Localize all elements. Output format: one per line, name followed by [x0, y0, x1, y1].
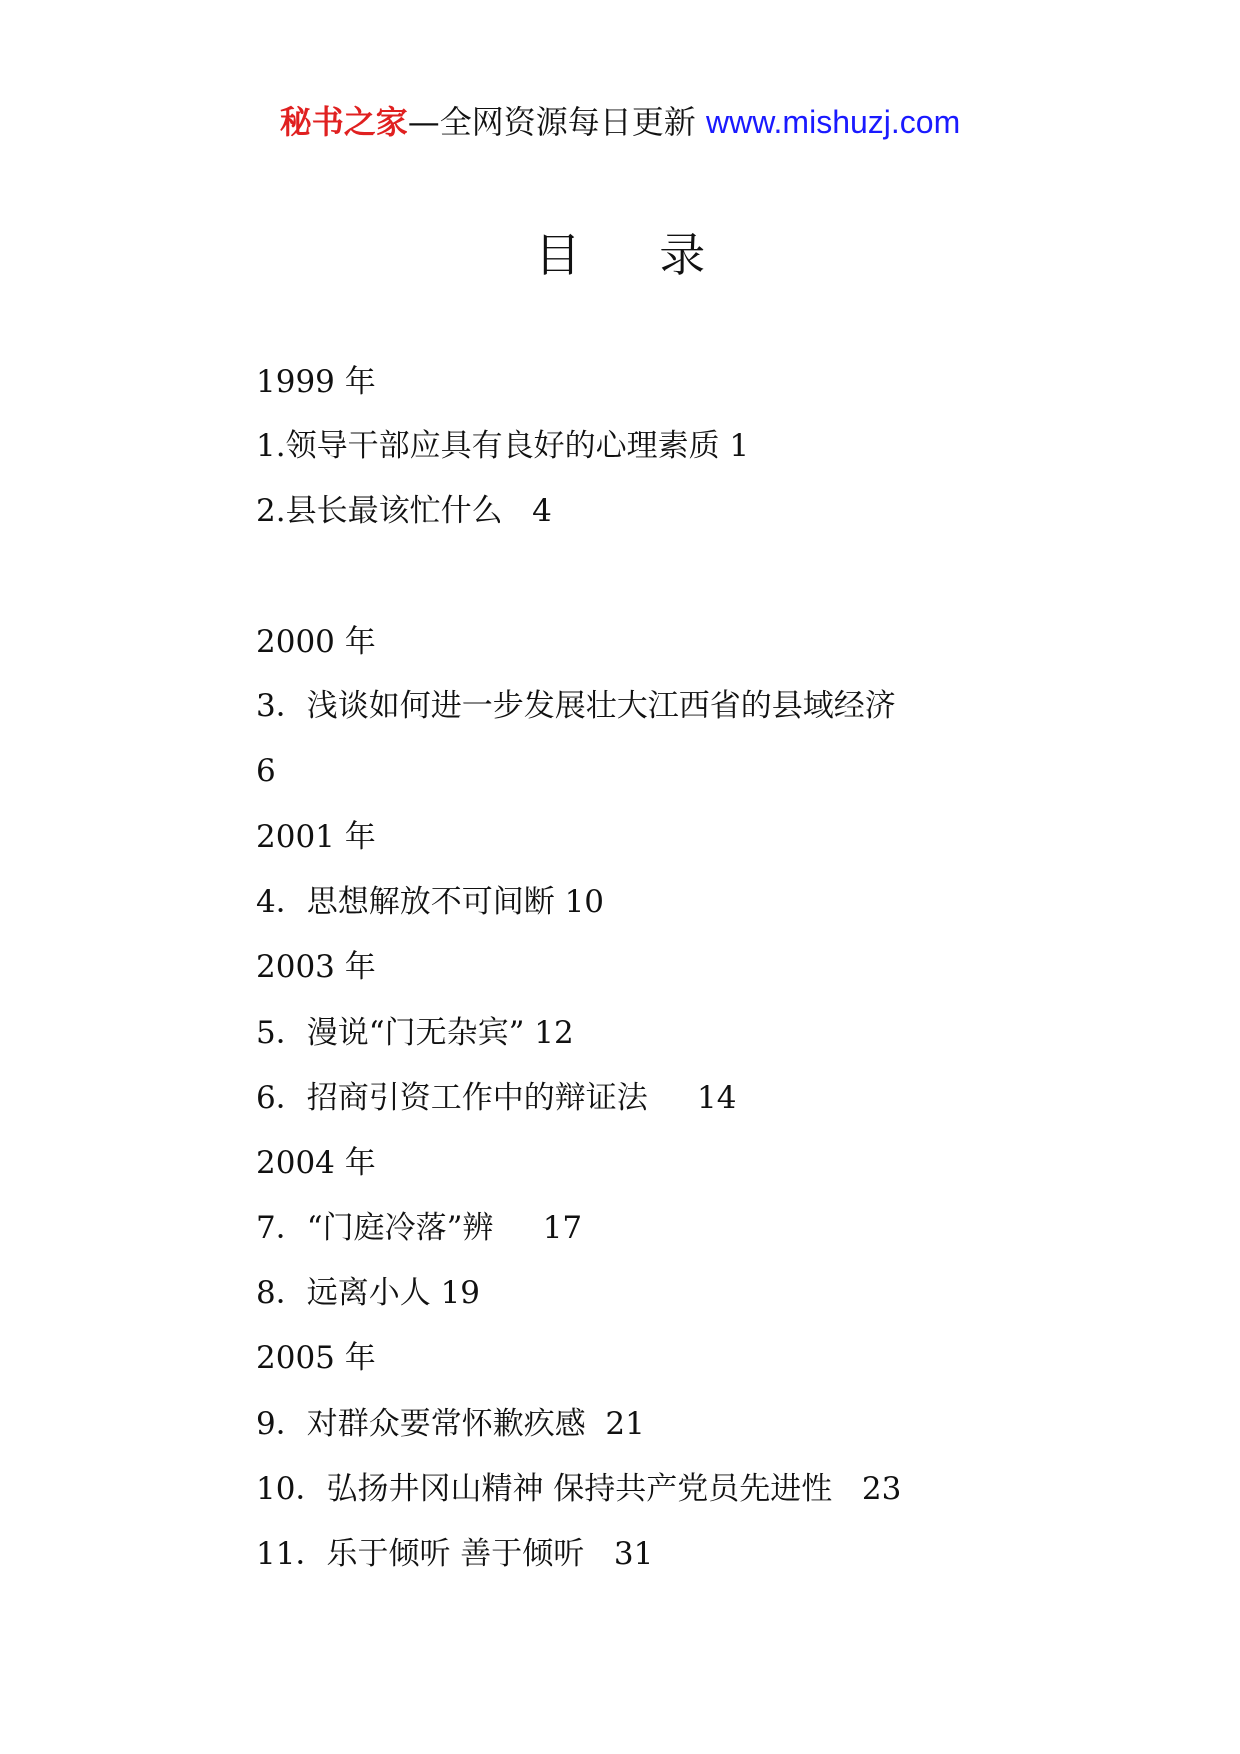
toc-entry-10[interactable]: 10．弘扬井冈山精神 保持共产党员先进性 23 — [256, 1471, 902, 1507]
toc-year-2000: 2000 年 — [256, 624, 376, 660]
toc-year-2004: 2004 年 — [256, 1145, 376, 1181]
toc-entry-4[interactable]: 4．思想解放不可间断 10 — [256, 884, 605, 920]
site-brand: 秘书之家 — [279, 103, 408, 141]
toc-year-2001: 2001 年 — [256, 819, 376, 855]
site-url-link[interactable]: www.mishuzj.com — [705, 104, 961, 140]
toc-entry-5[interactable]: 5．漫说“门无杂宾” 12 — [256, 1015, 574, 1051]
site-tagline: —全网资源每日更新 — [407, 103, 706, 141]
toc-entry-7[interactable]: 7．“门庭冷落”辨 17 — [256, 1210, 583, 1246]
toc-year-2005: 2005 年 — [256, 1340, 376, 1376]
toc-entry-9[interactable]: 9．对群众要常怀歉疚感 21 — [256, 1406, 645, 1442]
toc-entry-3[interactable]: 3．浅谈如何进一步发展壮大江西省的县域经济 — [256, 688, 896, 724]
toc-entry-8[interactable]: 8．远离小人 19 — [256, 1275, 481, 1311]
toc-year-1999: 1999 年 — [256, 364, 376, 400]
toc-entry-11[interactable]: 11．乐于倾听 善于倾听 31 — [256, 1536, 654, 1572]
toc-entry-2[interactable]: 2.县长最该忙什么 4 — [256, 493, 552, 529]
toc-entry-3-page: 6 — [256, 753, 276, 789]
page-title: 目 录 — [534, 228, 738, 282]
toc-year-2003: 2003 年 — [256, 949, 376, 985]
toc-entry-1[interactable]: 1.领导干部应具有良好的心理素质 1 — [256, 428, 750, 464]
toc-entry-6[interactable]: 6．招商引资工作中的辩证法 14 — [256, 1080, 737, 1116]
